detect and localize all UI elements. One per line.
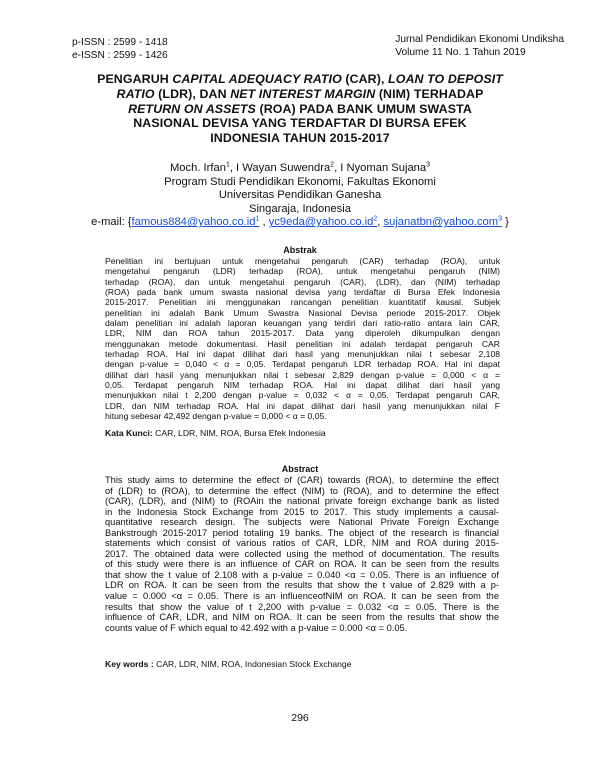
title-line-3: RETURN ON ASSETS (ROA) PADA BANK UMUM SWASTA [128,101,472,116]
issn-block [72,36,168,62]
kata-kunci: Kata Kunci: CAR, LDR, NIM, ROA, Bursa Efek Indonesia [105,428,326,438]
email-link-1[interactable]: $famous884@yahoo.co.id^1$ [131,215,260,229]
paragraph-line: influence of CAR, LDR, and NIM on ROA. It can be seen from the results that show the [105,612,499,623]
print-issn: p-ISSN : 2599 - 1418 [72,37,168,48]
university: Universitas Pendidikan Ganesha [218,189,382,202]
paragraph-line: This study aims to determine the effect of (CAR) towards (ROA), to determine the effect [105,475,499,485]
paragraph-line: hitung sebesar 42,492 dengan p-value = 0,000 < α = 0,05. [105,411,327,422]
paragraph-line: statements which consist of various ratios of CAR, LDR, NIM and ROA during 2015- [105,538,499,549]
abstrak-heading: Abstrak [283,245,317,255]
abstrak-body [105,256,500,422]
paragraph-line: LDR, dan NIM terhadap ROA. Hal ini dapat dilihat dari hasil yang menunjukkan nilai F [105,400,500,411]
electronic-issn: e-ISSN : 2599 - 1426 [72,50,168,61]
journal-name: Jurnal Pendidikan Ekonomi Undiksha [395,34,564,45]
journal-volume: Volume 11 No. 1 Tahun 2019 [395,47,526,58]
paragraph-line: LDR, NIM dan ROA tahun 2015-2017. Data yang diperoleh dikumpulkan dengan [105,328,500,339]
title-line-4: NASIONAL DEVISA YANG TERDAFTAR DI BURSA EFEK [133,116,467,131]
city: Singaraja, Indonesia [248,202,351,215]
paragraph-line: dengan p-value = 0,040 < α = 0,05. Terdapat pengaruh LDR terhadap ROA. Hal ini dapat [105,359,500,370]
paragraph-line: penelitian ini adalah Bank Umum Swastra Nasional Devisa periode 2015-2017. Objek [105,307,500,318]
paragraph-line: dalam penelitian ini adalah laporan keuangan yang terdiri dari ratio-ratio antara lain CAR, [105,318,500,329]
paragraph-line: menggunakan metode dokumentasi. Hasil penelitian ini adalah terdapat pengaruh CAR [105,338,500,349]
abstract-heading: Abstract [281,464,319,474]
paragraph-line: terhadap (ROA), dan untuk mengetahui pengaruh (CAR), (LDR), dan (NIM) terhadap [105,276,500,287]
department: Program Studi Pendidikan Ekonomi, Fakultas Ekonomi [164,175,436,188]
paragraph-line: 0,05. Terdapat pengaruh NIM terhadap ROA. Hal ini dapat dilihat dari hasil yang [105,380,500,391]
paragraph-line: counts value of F which equal to 42.492 with a p-value = 0.000 <α = 0.05. [105,622,408,633]
paragraph-line: 2017. The obtained data were collected using the method of documentation. The results [105,548,499,559]
paragraph-line: that show the t value of 2.108 with a p-value = 0.040 <α = 0.05. There is an influence of [105,569,499,580]
abstract-body [105,475,499,633]
paragraph-line: dilihat dari hasil yang menunjukkan nilai t sebesar 2,829 dengan p-value = 0,000 < α = [105,369,500,380]
paragraph-line: 2015-2017. Penelitian ini menggunakan rancangan penelitian kuantitatif kausal. Subjek [105,297,500,308]
paragraph-line: value = 0.000 <α = 0.05. There is an influenceofNIM on ROA. It can be seen from the [105,591,499,602]
title-line-5: INDONESIA TAHUN 2015-2017 [210,131,390,146]
title-line-2: RATIO (LDR), DAN NET INTEREST MARGIN (NIM) TERHADAP [116,86,484,101]
paragraph-line: Penelitian ini bertujuan untuk mengetahui pengaruh (CAR) terhadap (ROA), untuk [105,256,500,266]
author-block [60,162,540,230]
paragraph-line: (CAR), (LDR), and (NIM) to (ROAin the national private foreign exchange bank as listed [105,496,499,507]
email-link-2[interactable]: $yc9eda@yahoo.co.id^2$ [268,215,378,229]
paragraph-line: terhadap ROA. Hal ini dapat dilihat dari hasil yang menunjukkan nilai t sebesar 2,108 [105,349,500,360]
email-line: e-mail: {$famous884@yahoo.co.id^1$ , $yc9eda@yahoo.co.id^2$, sujanatbn@yahoo.com$^3$ } [91,215,509,229]
author-names: Moch. Irfan$^1$, I Wayan Suwendra$^2$, I Nyoman Sujana$^3$ [169,161,431,174]
key-words: Key words : CAR, LDR, NIM, ROA, Indonesian Stock Exchange [105,659,352,669]
paragraph-line: mengetahui pengaruh (LDR) terhadap (ROA), untuk mengetahui pengaruh (NIM) [105,266,500,277]
paragraph-line: in the Indonesia Stock Exchange from 2015 to 2017. This study implements a causal- [105,506,499,517]
paper-title [60,72,540,146]
paragraph-line: of this study were there is an influence of CAR on ROA. It can be seen from the results [105,559,499,570]
paragraph-line: menunjukkan nilai t 2,200 dengan p-value = 0,032 < α = 0,05. Terdapat pengaruh CAR, [105,390,500,401]
paragraph-line: quantitative research design. The subjects were National Private Foreign Exchange [105,517,499,528]
paragraph-line: Bankstrough 2015-2017 period totaling 19 banks. The object of the research is financial [105,527,499,538]
email-link-3[interactable]: sujanatbn@yahoo.com$^3$ [383,215,503,229]
title-line-1: PENGARUH CAPITAL ADEQUACY RATIO (CAR), LOAN TO DEPOSIT [97,72,503,86]
paragraph-line: of (LDR) to (ROA), to determine the effect (NIM) to (ROA), and to determine the effect [105,485,499,496]
journal-block [395,33,564,59]
page-number: 296 [291,712,309,724]
paragraph-line: (ROA) pada bank umum swasta nasional devisa yang terdaftar di Bursa Efek Indonesia [105,287,500,298]
paragraph-line: results that show the value of t 2,200 with p-value = 0.032 <α = 0.05. There is the [105,601,499,612]
paragraph-line: LDR on ROA. It can be seen from the results that show the t value of 2.829 with a p- [105,580,499,591]
